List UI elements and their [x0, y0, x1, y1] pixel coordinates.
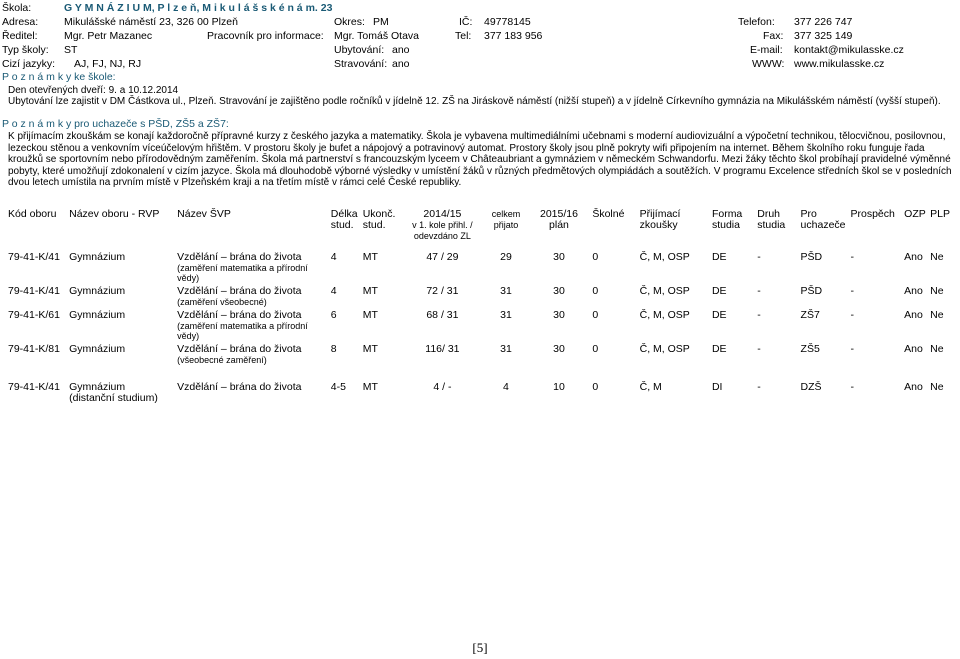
cell-rvp	[67, 344, 175, 365]
cell-rvp-sub: (distanční studium)	[69, 392, 158, 404]
reditel-label: Ředitel:	[2, 30, 38, 42]
cell-pro-text: PŠD	[800, 251, 823, 263]
cell-ukonc-text: MT	[362, 309, 378, 321]
cell-plan	[528, 368, 591, 404]
cell-plp-text: Ne	[930, 309, 944, 321]
cell-pro-text: ZŠ7	[800, 309, 820, 321]
cell-zkousky-text: Č, M	[639, 381, 662, 393]
cell-plan-text: 30	[553, 251, 565, 263]
cell-svp	[175, 310, 329, 341]
telefon-label: Telefon:	[738, 16, 775, 28]
col-forma: Forma studia	[711, 208, 743, 231]
cell-skolne-text: 0	[592, 251, 599, 263]
cell-delka-text: 4	[330, 285, 337, 297]
cell-forma	[710, 252, 755, 283]
skola-label: Škola:	[2, 2, 32, 14]
table-header-row	[6, 209, 956, 242]
cell-zkousky-text: Č, M, OSP	[639, 343, 690, 355]
cell-plp-text: Ne	[930, 285, 944, 297]
cell-delka	[329, 368, 361, 404]
cell-forma-text: DE	[711, 343, 727, 355]
col-kod: Kód oboru	[8, 208, 57, 220]
cell-kod	[6, 344, 67, 365]
cell-ozp-text: Ano	[904, 343, 923, 355]
tel-value: 377 183 956	[484, 30, 543, 42]
cell-ukonc-text: MT	[362, 285, 378, 297]
cell-svp	[175, 368, 329, 404]
cell-kod	[6, 310, 67, 341]
cell-prijato-text: 31	[500, 309, 512, 321]
cell-skolne-text: 0	[592, 343, 599, 355]
telefon-value: 377 226 747	[794, 16, 853, 28]
stravovani-label: Stravování:	[334, 58, 388, 70]
cell-prospech	[848, 310, 902, 341]
cell-svp	[175, 252, 329, 283]
cell-rvp-text: Gymnázium	[69, 285, 126, 297]
cell-ukonc-text: MT	[362, 343, 378, 355]
cell-rvp-text: Gymnázium	[69, 251, 126, 263]
accommodation-text: Ubytování lze zajistit v DM Částkova ul., Plzeň. Stravování je zajištěno podle ročníků v jídelně 12. ZŠ na Jiráskově náměstí (nižší stupeň) a v jídelně Církevního gymnázia na Mikulášském náměstí (vyšší stupeň).	[8, 96, 941, 107]
cell-forma-text: DE	[711, 251, 727, 263]
cell-skolne-text: 0	[592, 381, 599, 393]
cell-forma-text: DE	[711, 285, 727, 297]
cell-plan	[528, 310, 591, 341]
cell-plp	[928, 344, 956, 365]
www-value: www.mikulasske.cz	[794, 58, 885, 70]
cell-ozp	[902, 310, 928, 341]
col-plp: PLP	[930, 208, 950, 220]
cell-plan-text: 30	[553, 343, 565, 355]
cell-rvp	[67, 252, 175, 283]
cell-svp	[175, 344, 329, 365]
cell-rvp	[67, 286, 175, 307]
cell-zkousky	[638, 344, 710, 365]
cell-skolne	[590, 344, 637, 365]
cell-prijato-text: 4	[503, 381, 509, 393]
cell-plp-text: Ne	[930, 381, 944, 393]
cell-druh	[755, 368, 798, 404]
cell-rvp-text: Gymnázium	[69, 343, 126, 355]
cell-prijato-text: 29	[500, 251, 512, 263]
cell-prospech-text: -	[850, 309, 854, 321]
ic-label: IČ:	[459, 16, 473, 28]
cell-druh-text: -	[757, 381, 761, 393]
cell-delka-text: 6	[330, 309, 337, 321]
cell-prihl	[401, 310, 485, 341]
table-row	[6, 310, 956, 341]
email-label: E-mail:	[750, 44, 783, 56]
table-row	[6, 252, 956, 283]
cell-delka	[329, 344, 361, 365]
cell-prihl	[401, 286, 485, 307]
cell-kod	[6, 368, 67, 404]
cell-pro	[799, 310, 849, 341]
col-skolne: Školné	[592, 208, 625, 220]
applicant-text: K přijímacím zkouškám se konají každoročně přípravné kurzy z českého jazyka a matematiky. Škola je vybavena multimediálními učebnami s moderní audiovizuální a výpočetní technikou, tělocvičnou, posilovnou, lezeckou stěnou a venkovním víceúčelovým hřištěm. V prostoru školy je bufet a nápojový a potravinový automat. Prostory školy jsou plně pokryty wifi připojením na internet. Během školního roku funguje řada kroužků se sportovním nebo přírodovědným zaměřením. Škola má partnerství s francouzským lyceem v Châteaubriant a gymnáziem v německém Schwandorfu. Mezi žáky těchto škol probíhají pravidelné výměnné pobyty, které umožňují zdokonalení v cizím jazyce. Škola má dlouhodobě výborné výsledky v umístění žáků v různých předmětových olympiádách a soutěžích. V programu Excelence středních škol se v posledních dvou letech umístila na prvním místě v Plzeňském kraji a na třetím místě v rámci celé České republiky.	[8, 131, 952, 189]
cell-plp-text: Ne	[930, 343, 944, 355]
cell-skolne	[590, 310, 637, 341]
cell-pro-text: DZŠ	[800, 381, 822, 393]
applicant-note	[8, 131, 952, 189]
col-2015-16: 2015/16 plán	[540, 208, 578, 231]
col-2014-15	[401, 209, 485, 242]
ubytovani-label: Ubytování:	[334, 44, 385, 56]
cell-prospech-text: -	[850, 251, 854, 263]
cell-zkousky-text: Č, M, OSP	[639, 309, 690, 321]
cell-prihl-text: 72 / 31	[426, 285, 459, 297]
cell-druh-text: -	[757, 285, 761, 297]
pracovnik-value: Mgr. Tomáš Otava	[334, 30, 420, 42]
cell-rvp-text: Gymnázium	[69, 309, 126, 321]
cell-delka-text: 4-5	[330, 381, 346, 393]
cell-pro-text: PŠD	[800, 285, 823, 297]
cell-svp-text: Vzdělání – brána do života	[177, 285, 302, 297]
cell-druh-text: -	[757, 251, 761, 263]
col-prijimaci: Přijímací zkoušky	[639, 208, 681, 231]
cell-kod-text: 79-41-K/61	[8, 309, 60, 321]
cell-prijato	[484, 344, 527, 365]
cell-rvp	[67, 310, 175, 341]
adresa-label: Adresa:	[2, 16, 39, 28]
cell-delka-text: 8	[330, 343, 337, 355]
cell-prospech-text: -	[850, 343, 854, 355]
cell-ozp	[902, 368, 928, 404]
cell-druh-text: -	[757, 309, 761, 321]
cell-skolne	[590, 252, 637, 283]
cell-kod-text: 79-41-K/41	[8, 251, 60, 263]
cell-pro	[799, 368, 849, 404]
cell-prihl-text: 68 / 31	[426, 309, 459, 321]
open-days-note: Den otevřených dveří: 9. a 10.12.2014	[8, 85, 179, 96]
cell-forma	[710, 344, 755, 365]
cell-forma-text: DE	[711, 309, 727, 321]
cell-plan	[528, 344, 591, 365]
applicant-notes-heading: P o z n á m k y pro uchazeče s PŠD, ZŠ5 a ZŠ7:	[2, 118, 229, 130]
cell-svp-sub: (všeobecné zaměření)	[177, 355, 267, 365]
cell-svp-text: Vzdělání – brána do života	[177, 309, 302, 321]
cell-prijato	[484, 286, 527, 307]
table-row	[6, 344, 956, 365]
cell-svp-text: Vzdělání – brána do života	[177, 381, 302, 393]
table-row	[6, 286, 956, 307]
pracovnik-label: Pracovník pro informace:	[207, 30, 324, 42]
cell-prijato	[484, 368, 527, 404]
cell-prospech	[848, 344, 902, 365]
cell-kod-text: 79-41-K/81	[8, 343, 60, 355]
cell-prihl-text: 47 / 29	[426, 251, 459, 263]
cell-pro-text: ZŠ5	[800, 343, 820, 355]
cell-plan	[528, 252, 591, 283]
cell-kod	[6, 252, 67, 283]
cell-plp	[928, 368, 956, 404]
cell-prospech	[848, 252, 902, 283]
cell-forma	[710, 368, 755, 404]
cell-ozp-text: Ano	[904, 309, 923, 321]
cell-ozp-text: Ano	[904, 251, 923, 263]
cell-kod	[6, 286, 67, 307]
reditel-value: Mgr. Petr Mazanec	[64, 30, 153, 42]
jazyky-label: Cizí jazyky:	[2, 58, 56, 70]
cell-skolne-text: 0	[592, 285, 599, 297]
cell-svp-sub: (zaměření matematika a přírodní vědy)	[177, 263, 308, 283]
accommodation-note	[8, 96, 952, 108]
cell-pro	[799, 252, 849, 283]
col-pro: Pro uchazeče	[800, 208, 846, 231]
cell-prospech	[848, 286, 902, 307]
cell-svp-text: Vzdělání – brána do života	[177, 251, 302, 263]
jazyky-value: AJ, FJ, NJ, RJ	[74, 58, 142, 70]
cell-svp	[175, 286, 329, 307]
cell-ukonc	[361, 368, 401, 404]
www-label: WWW:	[752, 58, 785, 70]
cell-ozp-text: Ano	[904, 285, 923, 297]
cell-prihl	[401, 368, 485, 404]
email-value: kontakt@mikulasske.cz	[794, 44, 904, 56]
cell-druh	[755, 252, 798, 283]
cell-rvp-text: Gymnázium	[69, 381, 126, 393]
ic-value: 49778145	[484, 16, 531, 28]
cell-zkousky	[638, 368, 710, 404]
cell-prihl-text: 116/ 31	[425, 343, 460, 355]
cell-ozp	[902, 286, 928, 307]
cell-prijato	[484, 310, 527, 341]
cell-pro	[799, 344, 849, 365]
col-druh: Druh studia	[757, 208, 786, 231]
col-2014-15-label: 2014/15	[423, 208, 462, 220]
cell-plan-text: 10	[553, 381, 565, 393]
cell-prospech	[848, 368, 902, 404]
cell-prospech-text: -	[850, 381, 854, 393]
cell-rvp	[67, 368, 175, 404]
cell-skolne	[590, 286, 637, 307]
cell-pro	[799, 286, 849, 307]
cell-druh	[755, 310, 798, 341]
cell-prihl	[401, 344, 485, 365]
fax-label: Fax:	[763, 30, 784, 42]
cell-plan-text: 30	[553, 285, 565, 297]
okres-label: Okres:	[334, 16, 365, 28]
cell-plp-text: Ne	[930, 251, 944, 263]
adresa-value: Mikulášské náměstí 23, 326 00 Plzeň	[64, 16, 238, 28]
cell-skolne	[590, 368, 637, 404]
cell-plp	[928, 286, 956, 307]
cell-svp-text: Vzdělání – brána do života	[177, 343, 302, 355]
cell-kod-text: 79-41-K/41	[8, 381, 60, 393]
cell-svp-sub: (zaměření matematika a přírodní vědy)	[177, 321, 308, 341]
cell-ozp	[902, 344, 928, 365]
cell-prijato-text: 31	[500, 343, 512, 355]
col-prospech: Prospěch	[850, 208, 895, 220]
cell-ukonc-text: MT	[362, 381, 378, 393]
cell-ukonc	[361, 344, 401, 365]
cell-svp-sub: (zaměření všeobecné)	[177, 297, 267, 307]
cell-delka	[329, 252, 361, 283]
cell-delka	[329, 286, 361, 307]
cell-zkousky	[638, 310, 710, 341]
programs-table	[6, 209, 956, 407]
cell-skolne-text: 0	[592, 309, 599, 321]
tel-label: Tel:	[455, 30, 472, 42]
col-ukonc: Ukonč. stud.	[362, 208, 396, 231]
cell-ukonc-text: MT	[362, 251, 378, 263]
col-ozp: OZP	[904, 208, 926, 220]
table-row	[6, 368, 956, 404]
cell-delka	[329, 310, 361, 341]
typ-value: ST	[64, 44, 78, 56]
col-celkem	[484, 209, 527, 242]
cell-forma-text: DI	[711, 381, 723, 393]
cell-prihl-text: 4 / -	[433, 381, 452, 393]
col-celkem-label: celkem přijato	[491, 209, 521, 230]
cell-delka-text: 4	[330, 251, 337, 263]
cell-zkousky-text: Č, M, OSP	[639, 251, 690, 263]
cell-zkousky	[638, 286, 710, 307]
page-number: [5]	[472, 640, 488, 655]
cell-druh	[755, 286, 798, 307]
col-delka: Délka stud.	[330, 208, 358, 231]
cell-forma	[710, 310, 755, 341]
cell-kod-text: 79-41-K/41	[8, 285, 60, 297]
fax-value: 377 325 149	[794, 30, 853, 42]
school-notes-heading: P o z n á m k y ke škole:	[2, 71, 116, 83]
okres-value: PM	[373, 16, 389, 28]
cell-ukonc	[361, 310, 401, 341]
cell-prihl	[401, 252, 485, 283]
cell-plp	[928, 252, 956, 283]
col-nazev-svp: Název ŠVP	[177, 208, 231, 220]
cell-prospech-text: -	[850, 285, 854, 297]
cell-druh-text: -	[757, 343, 761, 355]
stravovani-value: ano	[392, 58, 410, 70]
col-nazev-rvp: Název oboru - RVP	[69, 208, 160, 220]
school-name: G Y M N Á Z I U M, P l z e ň, M i k u l á š s k é n á m. 23	[64, 2, 333, 14]
typ-label: Typ školy:	[2, 44, 49, 56]
cell-ukonc	[361, 252, 401, 283]
cell-plan-text: 30	[553, 309, 565, 321]
cell-ukonc	[361, 286, 401, 307]
cell-zkousky	[638, 252, 710, 283]
cell-ozp	[902, 252, 928, 283]
cell-plan	[528, 286, 591, 307]
cell-prijato-text: 31	[500, 285, 512, 297]
cell-ozp-text: Ano	[904, 381, 923, 393]
cell-plp	[928, 310, 956, 341]
ubytovani-value: ano	[392, 44, 410, 56]
cell-forma	[710, 286, 755, 307]
col-2014-15-sub: v 1. kole přihl. / odevzdáno ZL	[412, 220, 473, 241]
cell-prijato	[484, 252, 527, 283]
cell-zkousky-text: Č, M, OSP	[639, 285, 690, 297]
cell-druh	[755, 344, 798, 365]
